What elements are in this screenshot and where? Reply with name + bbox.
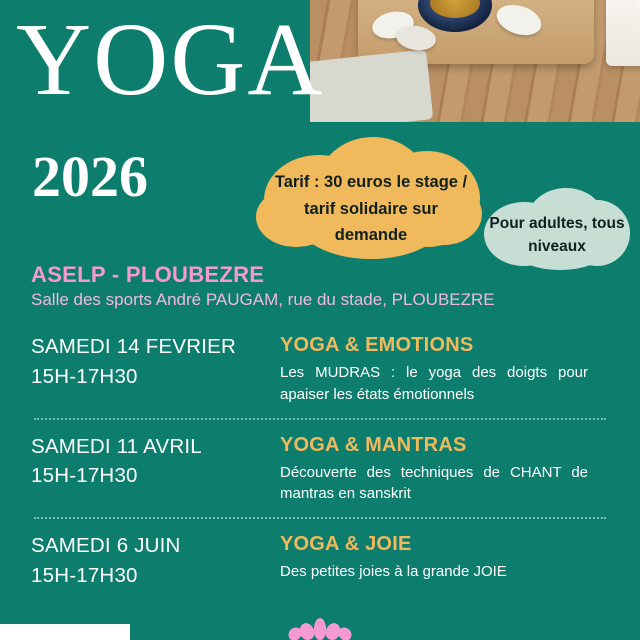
- session-description: Découverte des techniques de CHANT de mantras en sanskrit: [280, 463, 588, 503]
- list-item: [0, 426, 640, 510]
- session-date: SAMEDI 11 AVRIL: [31, 434, 202, 458]
- price-bubble-text: Tarif : 30 euros le stage / tarif solidaire sur demande: [274, 173, 468, 245]
- audience-bubble-text: Pour adultes, tous niveaux: [489, 215, 625, 256]
- folded-cloth: [310, 49, 433, 122]
- session-date: SAMEDI 6 JUIN: [31, 534, 181, 557]
- audience-bubble: [482, 186, 632, 272]
- session-when: [0, 432, 280, 506]
- divider: [34, 418, 606, 420]
- price-bubble: [256, 135, 486, 263]
- session-title: YOGA & JOIE: [280, 533, 412, 555]
- session-time: 15H-17H30: [31, 364, 138, 388]
- session-list: [0, 326, 640, 594]
- session-description: Des petites joies à la grande JOIE: [280, 563, 507, 580]
- venue-address: Salle des sports André PAUGAM, rue du stade, PLOUBEZRE: [31, 290, 495, 309]
- list-item: [0, 326, 640, 410]
- session-title: YOGA & EMOTIONS: [280, 334, 474, 356]
- divider: [34, 517, 606, 519]
- session-details: [280, 432, 640, 506]
- header-photo: [310, 0, 640, 122]
- session-when: [0, 332, 280, 406]
- session-title: YOGA & MANTRAS: [280, 433, 467, 456]
- page-title: YOGA: [16, 2, 325, 117]
- session-time: 15H-17H30: [31, 563, 138, 587]
- session-when: [0, 531, 280, 590]
- lotus-flower-icon: [288, 618, 352, 640]
- session-time: 15H-17H30: [31, 464, 138, 488]
- session-details: [280, 332, 640, 406]
- year-label: 2026: [32, 144, 148, 209]
- drinking-glass: [606, 0, 640, 66]
- organization-name: ASELP - PLOUBEZRE: [31, 262, 265, 287]
- footer-white-block: [0, 624, 130, 640]
- session-details: [280, 531, 640, 590]
- session-description: Les MUDRAS : le yoga des doigts pour apaiser les états émotionnels: [280, 364, 588, 403]
- list-item: [0, 525, 640, 594]
- session-date: SAMEDI 14 FEVRIER: [31, 335, 237, 358]
